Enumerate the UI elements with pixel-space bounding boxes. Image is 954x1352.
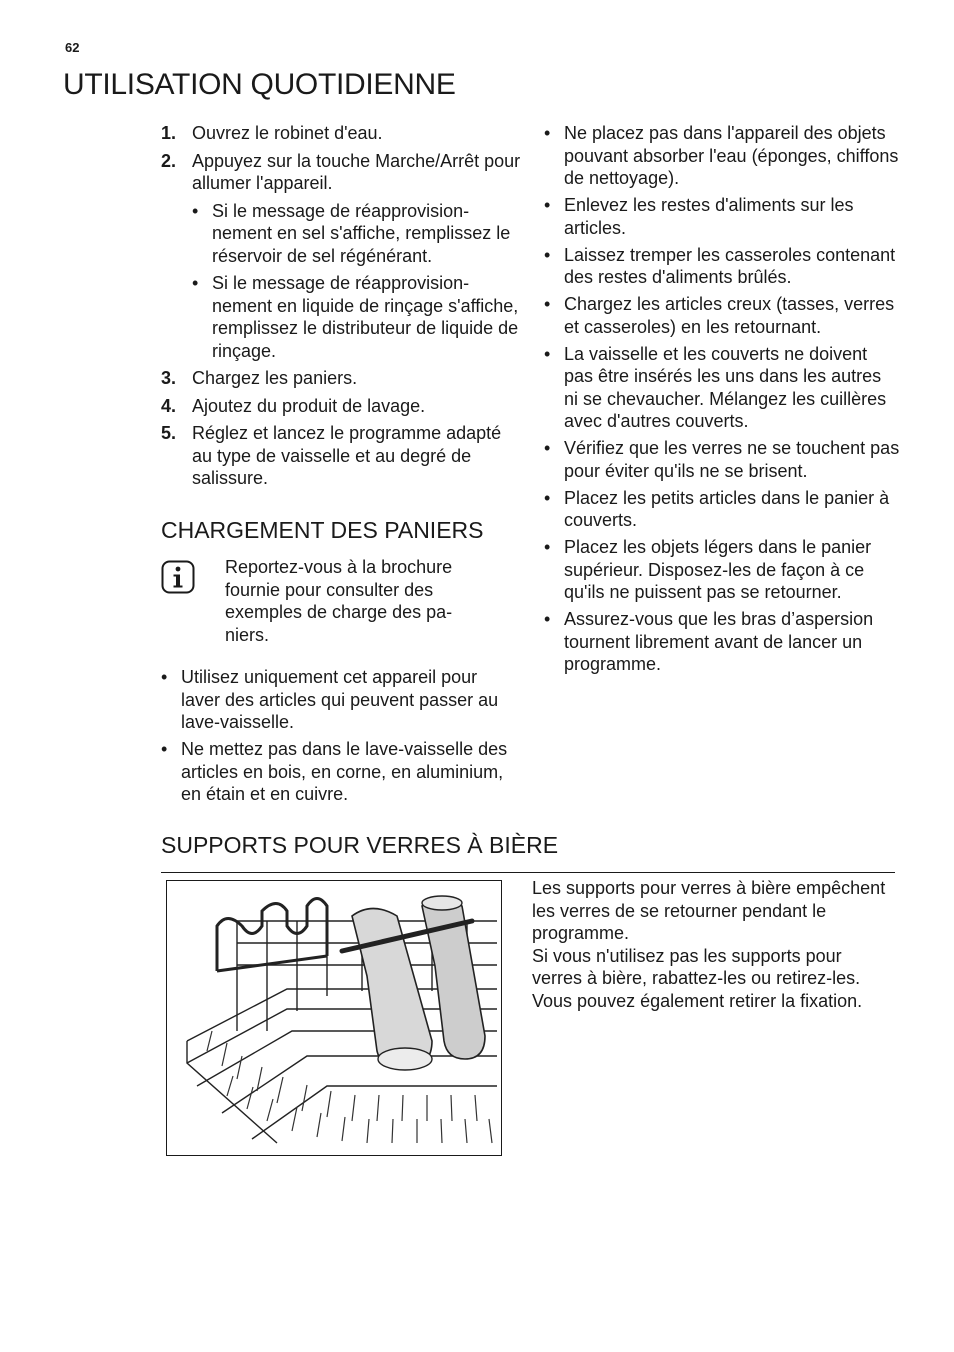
bullet-item [544, 437, 900, 482]
bullet-item [544, 122, 900, 190]
loading-bullets-left [161, 666, 521, 810]
bullet-text: Assurez-vous que les bras d’aspersion tournent librement avant de lancer un programme. [564, 609, 874, 674]
beer-glass-support-illustration [166, 880, 502, 1156]
steps-column [161, 122, 521, 495]
step-number: 5. [161, 423, 177, 443]
bullet-dot: • [161, 667, 168, 687]
step-text: Chargez les paniers. [192, 368, 358, 388]
page-title: UTILISATION QUOTIDIENNE [63, 68, 456, 101]
bullet-dot: • [544, 487, 551, 508]
bullet-dot: • [544, 294, 551, 314]
steps-list [161, 122, 521, 490]
step-item [161, 395, 521, 418]
sub-bullet-text: Si le message de réapprovisionnement en sel s'affiche, remplissez le réservoir de sel régénérant. [212, 200, 511, 266]
step-text: Appuyez sur la touche Marche/Arrêt pour allumer l'appareil. [192, 150, 521, 193]
beer-paragraph: Si vous n'utilisez pas les supports pour verres à bière, rabattez-les ou retirez-les. Vous pouvez également retirer la fixation. [532, 945, 863, 1011]
sub-bullet-item [192, 200, 521, 268]
step-number: 2. [161, 150, 177, 171]
bullet-item [544, 536, 900, 604]
bullet-text: Ne placez pas dans l'appareil des objets pouvant absorber l'eau (éponges, chiffons de nettoyage). [564, 123, 899, 188]
bullet-dot: • [161, 739, 168, 759]
page-number: 62 [65, 40, 80, 55]
bullet-text: Placez les objets légers dans le panier supérieur. Disposez-les de façon à ce qu'ils ne puissent pas se retourner. [564, 537, 872, 602]
bullet-text: Enlevez les restes d'aliments sur les articles. [564, 195, 854, 238]
bullet-dot: • [544, 537, 551, 557]
bullet-text: Utilisez uniquement cet appareil pour laver des articles qui peuvent passer au lave-vaisselle. [181, 667, 499, 732]
bullet-item [544, 608, 900, 676]
bullet-dot: • [544, 123, 551, 143]
section-heading-loading: CHARGEMENT DES PANIERS [161, 517, 484, 543]
sub-bullet-list [192, 200, 521, 363]
step-text: Ajoutez du produit de lavage. [192, 395, 426, 416]
bullet-item [544, 244, 900, 289]
beer-paragraph: Les supports pour verres à bière empêchent les verres de se retourner pendant le programme. [532, 878, 886, 943]
bullet-dot: • [544, 609, 551, 629]
bullet-item [544, 487, 900, 532]
bullet-text: Vérifiez que les verres ne se touchent pas pour éviter qu'ils ne se brisent. [564, 438, 900, 481]
sub-bullet-item [192, 272, 521, 362]
bullet-list [544, 122, 900, 676]
bullet-text: Chargez les articles creux (tasses, verres et casseroles) en les retournant. [564, 294, 895, 337]
step-item [161, 422, 521, 490]
bullet-dot: • [544, 438, 551, 458]
step-number: 1. [161, 123, 177, 143]
section-heading-beer-glass-supports: SUPPORTS POUR VERRES À BIÈRE [161, 832, 559, 858]
info-icon [161, 560, 195, 594]
step-item [161, 122, 521, 145]
basket-drawing [167, 881, 501, 1155]
step-text: Réglez et lancez le programme adapté au type de vaisselle et au degré de salissure. [192, 423, 502, 488]
bullet-dot: • [192, 273, 199, 293]
step-text: Ouvrez le robinet d'eau. [192, 123, 383, 143]
sub-bullet-text: Si le message de réapprovisionnement en liquide de rinçage s'affiche, remplissez le distributeur de liquide de rinçage. [212, 273, 519, 361]
step-item [161, 367, 521, 390]
bullet-text: Ne mettez pas dans le lave-vaisselle des articles en bois, en corne, en aluminium, en étain et en cuivre. [181, 739, 508, 804]
step-number: 4. [161, 395, 177, 416]
bullet-item [544, 343, 900, 433]
bullet-item [161, 666, 521, 734]
bullet-dot: • [544, 244, 551, 265]
info-text: Reportez-vous à la brochure fournie pour consulter des exemples de charge des paniers. [225, 557, 453, 645]
bullet-item [161, 738, 521, 806]
step-item [161, 150, 521, 363]
bullet-text: Placez les petits articles dans le panier à couverts. [564, 487, 890, 530]
beer-glass-supports-text [532, 877, 894, 1012]
section-divider [161, 872, 895, 873]
bullet-text: La vaisselle et les couverts ne doivent pas être insérés les uns dans les autres ni se chevaucher. Mélangez les cuillères avec d'autres couverts. [564, 343, 887, 431]
bullet-text: Laissez tremper les casseroles contenant des restes d'aliments brûlés. [564, 244, 896, 287]
bullet-dot: • [192, 200, 199, 221]
loading-bullets-right [544, 122, 900, 680]
bullet-dot: • [544, 343, 551, 364]
bullet-dot: • [544, 195, 551, 215]
bullet-item [544, 194, 900, 239]
step-number: 3. [161, 368, 177, 388]
bullet-item [544, 293, 900, 338]
bullet-list [161, 666, 521, 806]
